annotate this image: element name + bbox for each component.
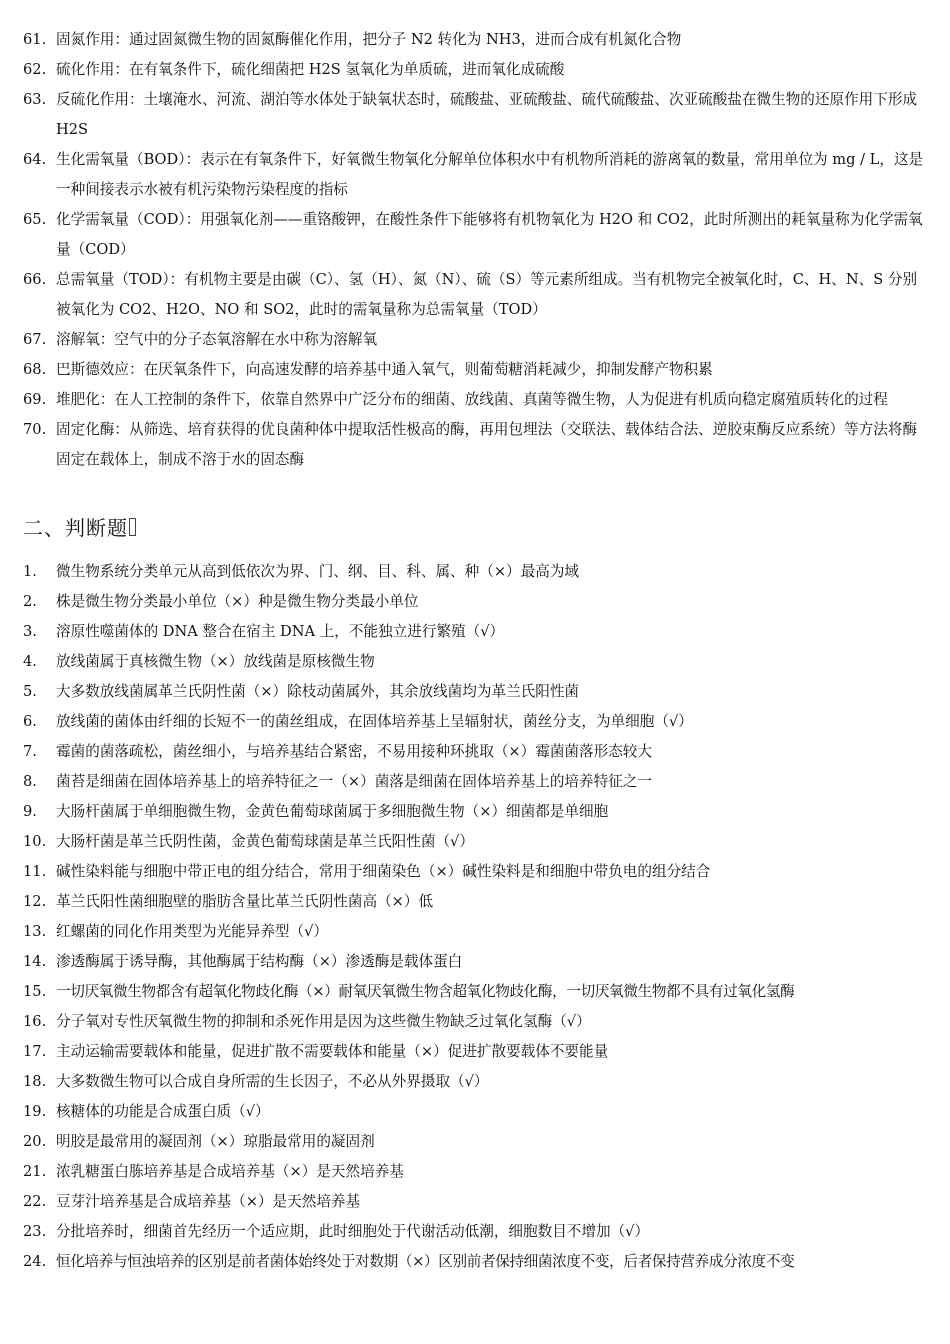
item-number: 6. xyxy=(23,713,37,730)
item-text: 菌苔是细菌在固体培养基上的培养特征之一（×）菌落是细菌在固体培养基上的培养特征之一 xyxy=(56,773,652,790)
list-item xyxy=(23,415,930,475)
item-number: 7. xyxy=(23,743,37,760)
list-item xyxy=(23,677,930,707)
list-item xyxy=(23,55,930,85)
list-item xyxy=(23,977,930,1007)
item-text: 巴斯德效应：在厌氧条件下，向高速发酵的培养基中通入氧气，则葡萄糖消耗减少，抑制发酵产物积累 xyxy=(56,361,713,378)
list-item xyxy=(23,827,930,857)
item-text: 红螺菌的同化作用类型为光能异养型（√） xyxy=(56,923,328,940)
item-number: 22. xyxy=(23,1193,47,1210)
list-item xyxy=(23,385,930,415)
item-text: 固定化酶：从筛选、培育获得的优良菌种体中提取活性极高的酶，再用包埋法（交联法、载体结合法、逆胶束酶反应系统）等方法将酶固定在载体上，制成不溶于水的固态酶 xyxy=(56,421,918,468)
item-text: 化学需氧量（COD）：用强氧化剂——重铬酸钾，在酸性条件下能够将有机物氧化为 H2O 和 CO2，此时所测出的耗氧量称为化学需氧量（COD） xyxy=(56,211,923,258)
list-item xyxy=(23,85,930,145)
list-item xyxy=(23,767,930,797)
item-text: 大多数微生物可以合成自身所需的生长因子，不必从外界摄取（√） xyxy=(56,1073,489,1090)
list-item xyxy=(23,1037,930,1067)
item-text: 放线菌属于真核微生物（×）放线菌是原核微生物 xyxy=(56,653,375,670)
item-number: 14. xyxy=(23,953,47,970)
list-item xyxy=(23,1127,930,1157)
item-text: 大肠杆菌是革兰氏阴性菌，金黄色葡萄球菌是革兰氏阳性菌（√） xyxy=(56,833,474,850)
item-text: 硫化作用：在有氧条件下，硫化细菌把 H2S 氢氧化为单质硫，进而氧化成硫酸 xyxy=(56,61,565,78)
item-text: 明胶是最常用的凝固剂（×）琼脂最常用的凝固剂 xyxy=(56,1133,375,1150)
list-item xyxy=(23,25,930,55)
item-text: 溶解氧：空气中的分子态氧溶解在水中称为溶解氧 xyxy=(56,331,378,348)
item-text: 霉菌的菌落疏松，菌丝细小，与培养基结合紧密，不易用接种环挑取（×）霉菌菌落形态较大 xyxy=(56,743,652,760)
definitions-list xyxy=(23,25,930,475)
item-number: 63. xyxy=(23,91,47,108)
item-number: 9. xyxy=(23,803,37,820)
item-text: 反硫化作用：土壤淹水、河流、湖泊等水体处于缺氧状态时，硫酸盐、亚硫酸盐、硫代硫酸盐、次亚硫酸盐在微生物的还原作用下形成 H2S xyxy=(56,91,918,138)
item-text: 渗透酶属于诱导酶，其他酶属于结构酶（×）渗透酶是载体蛋白 xyxy=(56,953,463,970)
list-item xyxy=(23,647,930,677)
list-item xyxy=(23,1007,930,1037)
item-text: 堆肥化：在人工控制的条件下，依靠自然界中广泛分布的细菌、放线菌、真菌等微生物，人为促进有机质向稳定腐殖质转化的过程 xyxy=(56,391,888,408)
list-item xyxy=(23,887,930,917)
list-item xyxy=(23,1187,930,1217)
item-text: 一切厌氧微生物都含有超氧化物歧化酶（×）耐氧厌氧微生物含超氧化物歧化酶，一切厌氧微生物都不具有过氧化氢酶 xyxy=(56,983,795,1000)
item-number: 19. xyxy=(23,1103,47,1120)
item-number: 69. xyxy=(23,391,47,408)
list-item xyxy=(23,1217,930,1247)
item-number: 1. xyxy=(23,563,37,580)
item-number: 3. xyxy=(23,623,37,640)
item-text: 大肠杆菌属于单细胞微生物，金黄色葡萄球菌属于多细胞微生物（×）细菌都是单细胞 xyxy=(56,803,609,820)
list-item xyxy=(23,797,930,827)
item-text: 固氮作用：通过固氮微生物的固氮酶催化作用，把分子 N2 转化为 NH3，进而合成有机氮化合物 xyxy=(56,31,682,48)
judgments-list xyxy=(23,557,930,1277)
list-item xyxy=(23,1247,930,1277)
section-title-text: 二、判断题 xyxy=(23,516,128,540)
item-number: 15. xyxy=(23,983,47,1000)
item-number: 13. xyxy=(23,923,47,940)
item-text: 分批培养时，细菌首先经历一个适应期，此时细胞处于代谢活动低潮，细胞数目不增加（√） xyxy=(56,1223,650,1240)
item-text: 恒化培养与恒浊培养的区别是前者菌体始终处于对数期（×）区别前者保持细菌浓度不变，后者保持营养成分浓度不变 xyxy=(56,1253,795,1270)
item-number: 64. xyxy=(23,151,47,168)
item-text: 碱性染料能与细胞中带正电的组分结合，常用于细菌染色（×）碱性染料是和细胞中带负电的组分结合 xyxy=(56,863,711,880)
list-item xyxy=(23,145,930,205)
item-number: 61. xyxy=(23,31,47,48)
item-number: 68. xyxy=(23,361,47,378)
item-number: 66. xyxy=(23,271,47,288)
item-number: 65. xyxy=(23,211,47,228)
item-number: 23. xyxy=(23,1223,47,1240)
list-item xyxy=(23,707,930,737)
item-number: 24. xyxy=(23,1253,47,1270)
item-text: 大多数放线菌属革兰氏阴性菌（×）除枝动菌属外，其余放线菌均为革兰氏阳性菌 xyxy=(56,683,580,700)
item-text: 溶原性噬菌体的 DNA 整合在宿主 DNA 上，不能独立进行繁殖（√） xyxy=(56,623,505,640)
item-number: 11. xyxy=(23,863,47,880)
list-item xyxy=(23,1157,930,1187)
item-number: 5. xyxy=(23,683,37,700)
item-number: 17. xyxy=(23,1043,47,1060)
item-number: 2. xyxy=(23,593,37,610)
item-number: 70. xyxy=(23,421,47,438)
section-title xyxy=(23,513,930,543)
item-number: 21. xyxy=(23,1163,47,1180)
item-number: 20. xyxy=(23,1133,47,1150)
item-text: 浓乳糖蛋白胨培养基是合成培养基（×）是天然培养基 xyxy=(56,1163,404,1180)
item-text: 总需氧量（TOD）：有机物主要是由碳（C）、氢（H）、氮（N）、硫（S）等元素所组成。当有机物完全被氧化时，C、H、N、S 分别被氧化为 CO2、H2O、NO 和 SO2，此时的需氧量称为总需氧量（TOD） xyxy=(56,271,918,318)
item-text: 分子氧对专性厌氧微生物的抑制和杀死作用是因为这些微生物缺乏过氧化氢酶（√） xyxy=(56,1013,591,1030)
list-item xyxy=(23,587,930,617)
list-item xyxy=(23,557,930,587)
item-number: 18. xyxy=(23,1073,47,1090)
list-item xyxy=(23,325,930,355)
item-text: 核糖体的功能是合成蛋白质（√） xyxy=(56,1103,270,1120)
list-item xyxy=(23,737,930,767)
item-number: 62. xyxy=(23,61,47,78)
list-item xyxy=(23,355,930,385)
item-text: 生化需氧量（BOD）：表示在有氧条件下，好氧微生物氧化分解单位体积水中有机物所消耗的游离氧的数量，常用单位为 mg / L，这是一种间接表示水被有机污染物污染程度的指标 xyxy=(56,151,924,198)
item-text: 豆芽汁培养基是合成培养基（×）是天然培养基 xyxy=(56,1193,361,1210)
list-item xyxy=(23,857,930,887)
list-item xyxy=(23,205,930,265)
list-item xyxy=(23,1097,930,1127)
item-number: 4. xyxy=(23,653,37,670)
list-item xyxy=(23,617,930,647)
item-number: 67. xyxy=(23,331,47,348)
item-number: 16. xyxy=(23,1013,47,1030)
list-item xyxy=(23,917,930,947)
item-text: 革兰氏阳性菌细胞壁的脂肪含量比革兰氏阴性菌高（×）低 xyxy=(56,893,434,910)
list-item xyxy=(23,947,930,977)
item-text: 主动运输需要载体和能量，促进扩散不需要载体和能量（×）促进扩散要载体不要能量 xyxy=(56,1043,609,1060)
item-number: 10. xyxy=(23,833,47,850)
item-number: 12. xyxy=(23,893,47,910)
item-number: 8. xyxy=(23,773,37,790)
item-text: 放线菌的菌体由纤细的长短不一的菌丝组成，在固体培养基上呈辐射状，菌丝分支，为单细胞（√） xyxy=(56,713,693,730)
list-item xyxy=(23,265,930,325)
missing-glyph-box xyxy=(129,518,136,536)
item-text: 微生物系统分类单元从高到低依次为界、门、纲、目、科、属、种（×）最高为域 xyxy=(56,563,580,580)
item-text: 株是微生物分类最小单位（×）种是微生物分类最小单位 xyxy=(56,593,419,610)
list-item xyxy=(23,1067,930,1097)
